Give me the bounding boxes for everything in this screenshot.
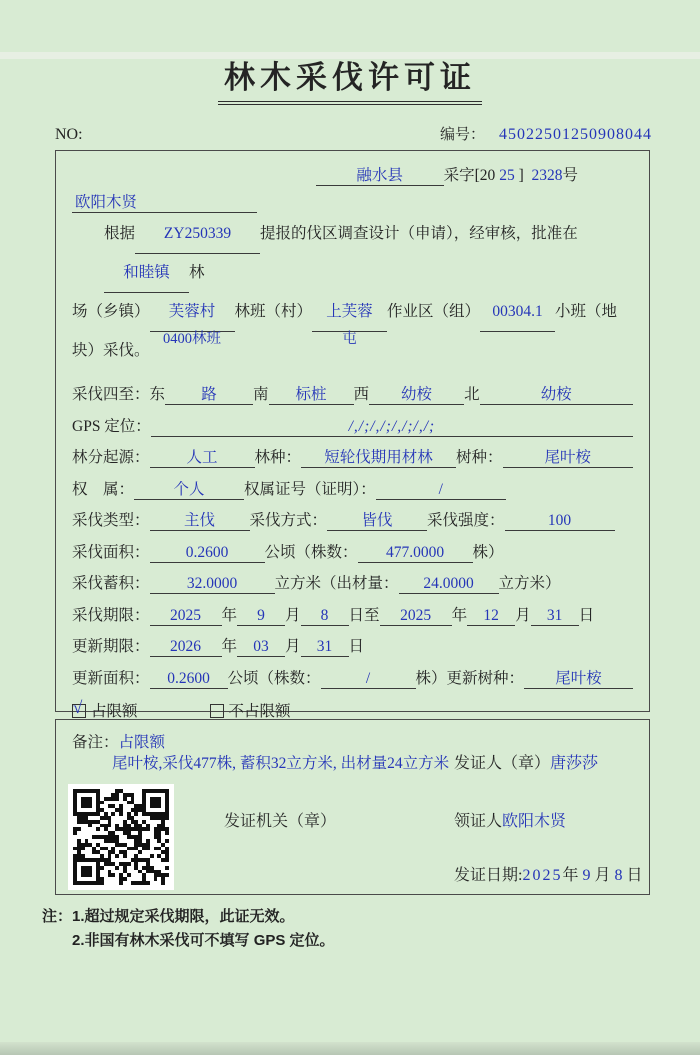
renewal-area-unit1: 公顷（株数：	[227, 669, 321, 687]
renewal-period-row	[72, 634, 633, 657]
approval-line-1	[72, 215, 633, 293]
north-label: 北	[464, 386, 480, 403]
origin-field: 人工	[150, 445, 255, 468]
docnum-suffix: 号	[562, 167, 578, 184]
approval-line-2	[72, 293, 633, 370]
hamlet-subline: 屯	[342, 331, 357, 347]
renewal-period-label: 更新期限：	[72, 638, 150, 655]
end-month-field: 12	[467, 607, 515, 626]
checkmark-icon: √	[73, 697, 83, 717]
forest-type-field: 短轮伐期用材林	[301, 445, 456, 468]
renewal-month-field: 03	[237, 638, 285, 657]
quota-checked-label: 占限额	[91, 702, 138, 720]
ownership-row	[72, 477, 633, 500]
hamlet-field	[312, 293, 387, 347]
hamlet-name: 上芙蓉	[326, 303, 373, 320]
serial-label: 编号：	[439, 127, 485, 143]
north-field: 幼桉	[480, 382, 633, 405]
start-day-field: 8	[301, 607, 349, 626]
cutting-volume-label: 采伐蓄积：	[72, 575, 150, 592]
volume-unit2: 立方米）	[498, 575, 561, 592]
quota-row	[72, 699, 633, 721]
approval-text: 林	[189, 264, 205, 281]
cutting-type-label: 采伐类型：	[72, 512, 150, 529]
ownership-field: 个人	[134, 477, 244, 500]
approval-text: 作业区（组）	[387, 303, 481, 320]
south-field: 标桩	[269, 382, 354, 405]
renewal-area-label: 更新面积：	[72, 669, 150, 687]
document-number-line	[72, 163, 633, 186]
recipient-line	[454, 808, 566, 831]
quota-unchecked-label: 不占限额	[228, 702, 291, 720]
town-field: 和睦镇	[104, 254, 189, 293]
cutting-method-field: 皆伐	[327, 508, 427, 531]
no-label: NO:	[55, 126, 83, 143]
recipient-name: 欧阳木贤	[502, 813, 567, 830]
docnum-bracket: ]	[518, 167, 524, 184]
approval-text: 小班（地块）采伐。	[72, 303, 618, 359]
volume-unit1: 立方米（出材量：	[274, 575, 399, 592]
issue-date-unit: 月	[590, 867, 615, 884]
cutting-volume-row	[72, 571, 633, 594]
renewal-area-unit2: 株）更新树种：	[415, 669, 525, 687]
boundaries-row	[72, 382, 633, 405]
footer-notes	[42, 905, 700, 953]
period-unit: 年	[221, 606, 238, 624]
renewal-trees-field: /	[321, 670, 416, 689]
recipient-label: 领证人	[454, 813, 503, 830]
area-unit2: 株）	[472, 543, 504, 561]
cutting-type-field: 主伐	[150, 508, 250, 531]
period-unit: 日	[578, 606, 595, 624]
village-subline: 0400林班	[163, 331, 222, 347]
qr-code	[68, 784, 174, 890]
cutting-area-row	[72, 540, 633, 563]
note-line-2: 2.非国有林木采伐可不填写 GPS 定位。	[72, 932, 335, 949]
end-day-field: 31	[531, 607, 579, 626]
cutting-intensity-label: 采伐强度：	[427, 512, 505, 529]
remarks-line1: 占限额	[118, 733, 166, 751]
end-year-field: 2025	[380, 607, 452, 626]
renewal-unit: 年	[221, 638, 238, 655]
page-title: 林木采伐许可证	[218, 52, 482, 105]
area-unit1: 公顷（株数：	[264, 543, 358, 561]
cutting-type-row	[72, 508, 633, 531]
period-unit: 日至	[348, 606, 380, 624]
issuer-label: 发证人（章）	[454, 755, 551, 772]
design-no-field: ZY250339	[135, 215, 260, 254]
cutting-intensity-field: 100	[505, 512, 615, 531]
cutting-period-label: 采伐期限：	[72, 606, 150, 624]
checkbox-checked-icon	[72, 697, 86, 718]
start-month-field: 9	[237, 607, 285, 626]
gps-label: GPS 定位：	[72, 417, 151, 435]
period-unit: 年	[451, 606, 468, 624]
docnum-mid: 采字[20	[443, 167, 496, 184]
issue-date-year: 2025	[522, 867, 563, 884]
period-unit: 月	[285, 606, 301, 624]
docnum-number: 2328	[531, 167, 563, 184]
issue-date-day: 8	[614, 867, 623, 884]
renewal-species-field: 尾叶桉	[524, 666, 633, 689]
applicant-name-field: 欧阳木贤	[72, 190, 257, 213]
applicant-line	[72, 190, 633, 213]
boundaries-label: 采伐四至：	[72, 386, 150, 403]
ownership-label: 权 属：	[72, 480, 135, 498]
species-label: 树种：	[456, 449, 503, 466]
renewal-unit: 日	[348, 638, 365, 655]
cutting-area-field: 0.2600	[150, 544, 265, 563]
county-field: 融水县	[316, 163, 444, 186]
serial	[440, 123, 652, 144]
issuer-line	[454, 750, 598, 773]
checkbox-unchecked-icon	[210, 704, 224, 718]
quota-checkbox-unchecked	[210, 699, 291, 721]
renewal-year-field: 2026	[150, 638, 222, 657]
issue-date-label: 发证日期:	[454, 867, 523, 884]
issuing-authority-label: 发证机关（章）	[224, 813, 337, 830]
village-name: 芙蓉村	[168, 303, 216, 320]
approval-paragraph	[72, 215, 633, 370]
signature-box	[55, 719, 650, 895]
gps-field: /,/;/,/;/,/;/,/;	[151, 418, 633, 437]
remarks-line2: 尾叶桉,采伐477株, 蓄积32立方米, 出材量24立方米	[112, 754, 450, 772]
approval-text: 根据	[104, 225, 136, 242]
issue-date-line	[454, 862, 643, 885]
species-field: 尾叶桉	[503, 445, 633, 468]
west-label: 西	[353, 386, 370, 403]
cutting-period-row	[72, 603, 633, 626]
approval-text: 提报的伐区调查设计（申请），经审核，批准在	[260, 225, 578, 242]
start-year-field: 2025	[150, 607, 222, 626]
notes-label: 注：	[42, 908, 73, 925]
origin-label: 林分起源：	[72, 449, 150, 466]
renewal-area-field: 0.2600	[150, 670, 228, 689]
tree-count-field: 477.0000	[358, 544, 473, 563]
notes-lines	[72, 905, 335, 953]
village-field	[150, 293, 235, 347]
cutting-area-label: 采伐面积：	[72, 543, 150, 561]
south-label: 南	[253, 386, 269, 403]
west-field: 幼桉	[369, 382, 464, 405]
plot-field: 00304.1	[480, 293, 555, 332]
origin-row	[72, 445, 633, 468]
issuer-name: 唐莎莎	[550, 755, 599, 772]
serial-row	[55, 123, 652, 144]
renewal-area-row	[72, 666, 633, 689]
east-label: 东	[149, 386, 166, 403]
renewal-unit: 月	[285, 638, 301, 655]
forest-type-label: 林种：	[254, 449, 302, 466]
issue-date-unit: 年	[562, 867, 583, 884]
issue-date-month: 9	[582, 867, 591, 884]
quota-checkbox-checked	[72, 699, 138, 721]
issue-date-unit: 日	[622, 867, 643, 884]
approval-text: 场（乡镇）	[72, 303, 150, 320]
renewal-day-field: 31	[301, 638, 349, 657]
remarks-label: 备注：	[72, 733, 119, 751]
period-unit: 月	[515, 606, 531, 624]
cutting-method-label: 采伐方式：	[249, 512, 328, 529]
east-field: 路	[165, 382, 253, 405]
output-volume-field: 24.0000	[399, 575, 499, 594]
serial-value: 45022501250908044	[499, 126, 652, 143]
cert-field: /	[376, 481, 506, 500]
cutting-volume-field: 32.0000	[150, 575, 275, 594]
cert-label: 权属证号（证明）：	[244, 480, 376, 498]
note-line-1: 1.超过规定采伐期限，此证无效。	[72, 908, 295, 925]
docnum-year: 25	[499, 167, 515, 184]
approval-text: 林班（村）	[234, 303, 313, 320]
gps-row	[72, 414, 633, 437]
